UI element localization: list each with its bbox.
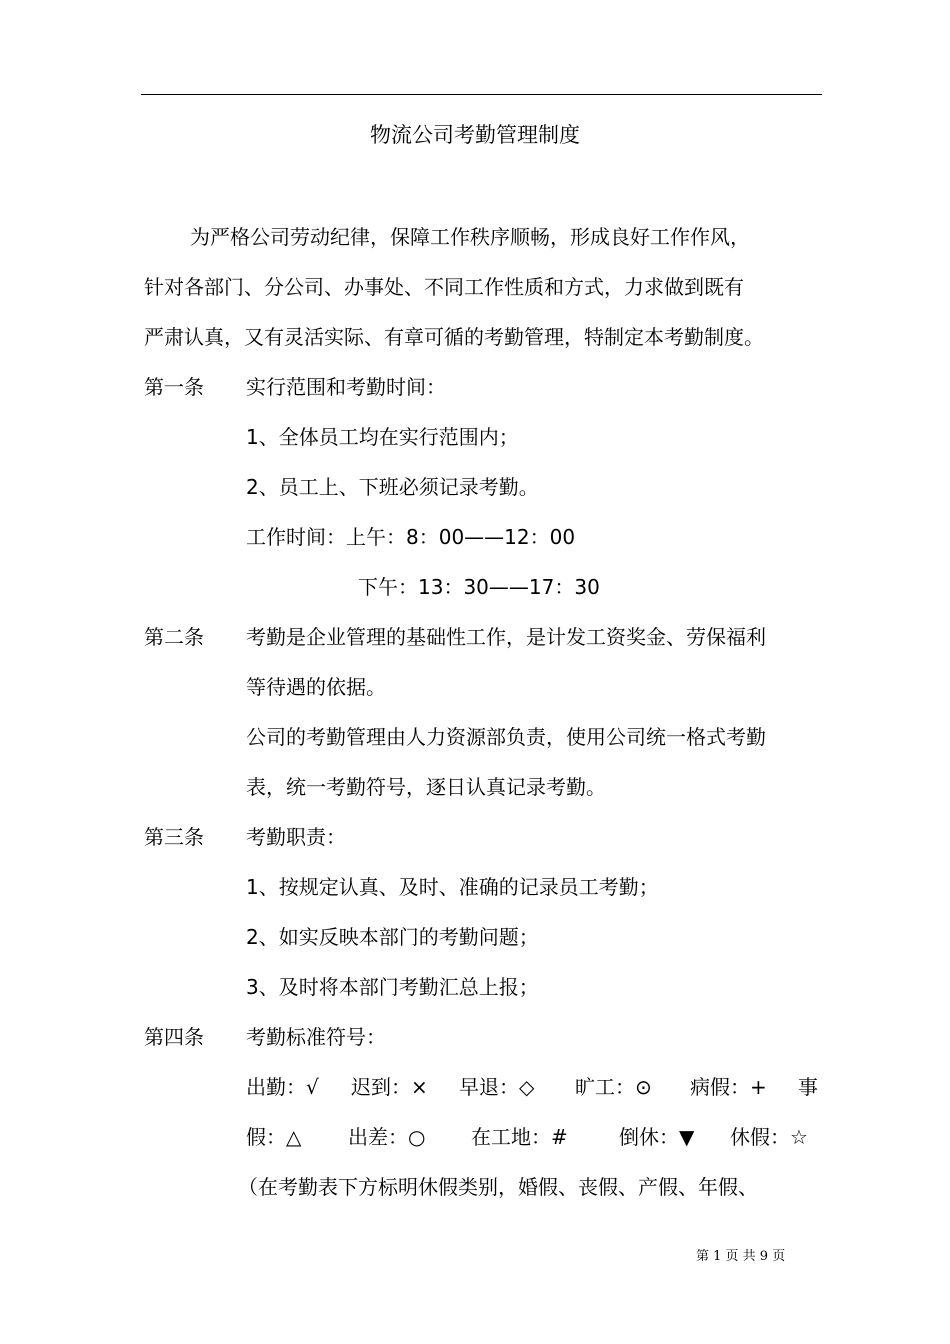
article-1-label: 第一条 bbox=[144, 375, 204, 399]
article-1-heading: 实行范围和考勤时间： bbox=[246, 375, 446, 399]
article-4-heading: 考勤标准符号： bbox=[246, 1025, 386, 1049]
document-title: 物流公司考勤管理制度 bbox=[370, 123, 580, 147]
article-2-line-1: 考勤是企业管理的基础性工作，是计发工资奖金、劳保福利 bbox=[246, 625, 766, 649]
symbol-sick-leave: 病假：+ bbox=[690, 1075, 767, 1099]
symbol-on-site: 在工地：# bbox=[471, 1125, 568, 1149]
page-number: 第 1 页 共 9 页 bbox=[696, 1249, 786, 1264]
article-1-item-2: 2、员工上、下班必须记录考勤。 bbox=[246, 475, 539, 499]
article-2-line-2: 等待遇的依据。 bbox=[246, 675, 386, 699]
symbol-late: 迟到：× bbox=[351, 1075, 428, 1099]
symbol-leave-early: 早退：◇ bbox=[459, 1075, 535, 1099]
article-3-label: 第三条 bbox=[144, 825, 204, 849]
symbol-personal-leave: 假：△ bbox=[246, 1125, 302, 1149]
article-2-line-4: 表，统一考勤符号，逐日认真记录考勤。 bbox=[246, 775, 606, 799]
symbol-compensatory-leave: 倒休：▼ bbox=[619, 1125, 695, 1149]
article-3-item-3: 3、及时将本部门考勤汇总上报； bbox=[246, 975, 539, 999]
article-3-heading: 考勤职责： bbox=[246, 825, 346, 849]
article-4-label: 第四条 bbox=[144, 1025, 204, 1049]
intro-line-2: 针对各部门、分公司、办事处、不同工作性质和方式，力求做到既有 bbox=[144, 275, 744, 299]
symbol-business-trip: 出差：○ bbox=[348, 1125, 426, 1149]
article-2-label: 第二条 bbox=[144, 625, 204, 649]
work-time-pm: 下午：13：30——17：30 bbox=[358, 575, 600, 599]
article-3-item-2: 2、如实反映本部门的考勤问题； bbox=[246, 925, 539, 949]
symbol-vacation: 休假：☆ bbox=[730, 1125, 808, 1149]
article-4-note: （在考勤表下方标明休假类别，婚假、丧假、产假、年假、 bbox=[238, 1175, 758, 1199]
article-2-line-3: 公司的考勤管理由人力资源部负责，使用公司统一格式考勤 bbox=[246, 725, 766, 749]
article-3-item-1: 1、按规定认真、及时、准确的记录员工考勤； bbox=[246, 875, 659, 899]
intro-line-3: 严肃认真，又有灵活实际、有章可循的考勤管理，特制定本考勤制度。 bbox=[144, 325, 764, 349]
article-1-item-1: 1、全体员工均在实行范围内； bbox=[246, 425, 519, 449]
header-rule bbox=[141, 94, 822, 95]
work-time-am: 工作时间：上午：8：00——12：00 bbox=[246, 525, 576, 549]
intro-line-1: 为严格公司劳动纪律，保障工作秩序顺畅，形成良好工作作风， bbox=[190, 225, 750, 249]
symbol-absent: 旷工：⊙ bbox=[575, 1075, 652, 1099]
symbol-personal-leave-start: 事 bbox=[798, 1075, 818, 1099]
symbol-attendance: 出勤：√ bbox=[246, 1075, 319, 1099]
